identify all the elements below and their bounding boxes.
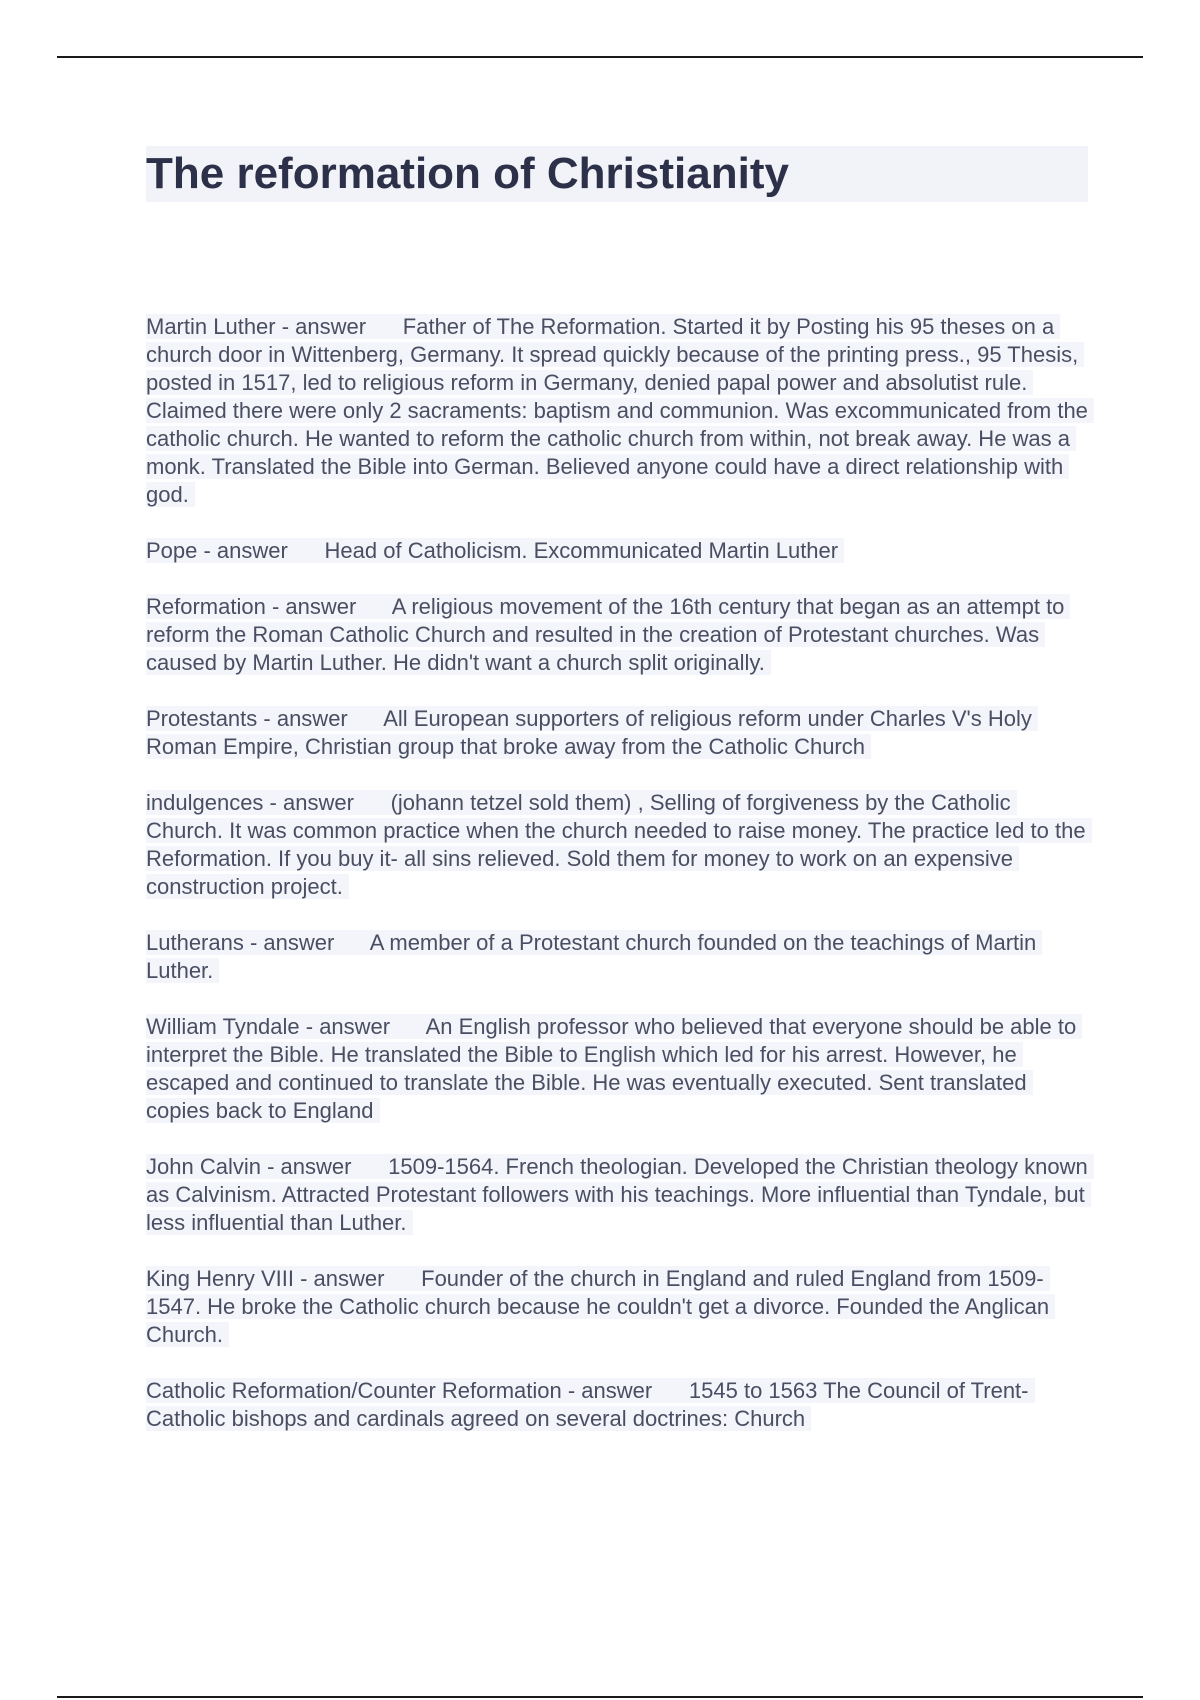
entry-definition: Head of Catholicism. Excommunicated Martin Luther — [324, 538, 839, 563]
entry-term: indulgences - answer — [146, 790, 354, 815]
entry-text — [146, 1266, 1055, 1347]
entry-term: Martin Luther - answer — [146, 314, 367, 339]
entry-definition: 1509-1564. French theologian. Developed the Christian theology known as Calvinism. Attracted Protestant followers with his teachings. More influential than Tyndale, but less influential than Luther. — [146, 1154, 1088, 1235]
entry-text — [146, 1154, 1094, 1235]
entry-text — [146, 1378, 1035, 1431]
entry-text — [146, 790, 1092, 899]
entry-lutherans — [146, 929, 1088, 985]
bottom-rule — [57, 1696, 1143, 1698]
entry-king-henry-viii — [146, 1265, 1088, 1349]
entry-definition: A religious movement of the 16th century that began as an attempt to reform the Roman Catholic Church and resulted in the creation of Protestant churches. Was caused by Martin Luther. He didn't want a church split originally. — [146, 594, 1065, 675]
entry-term: John Calvin - answer — [146, 1154, 352, 1179]
entry-definition: An English professor who believed that everyone should be able to interpret the Bible. He translated the Bible to English which led for his arrest. However, he escaped and continued to translate the Bible. He was eventually executed. Sent translated copies back to England — [146, 1014, 1077, 1123]
entry-protestants — [146, 705, 1088, 761]
entry-martin-luther — [146, 313, 1088, 509]
page-title: The reformation of Christianity — [146, 149, 789, 198]
flashcard-list — [146, 313, 1088, 1461]
entry-text — [146, 594, 1070, 675]
entry-definition: (johann tetzel sold them) , Selling of forgiveness by the Catholic Church. It was common practice when the church needed to raise money. The practice led to the Reformation. If you buy it- all sins relieved. Sold them for money to work on an expensive construction project. — [146, 790, 1086, 899]
entry-text — [146, 1014, 1082, 1123]
entry-indulgences — [146, 789, 1088, 901]
entry-catholic-reformation — [146, 1377, 1088, 1433]
entry-definition: Father of The Reformation. Started it by Posting his 95 theses on a church door in Wittenberg, Germany. It spread quickly because of the printing press., 95 Thesis, posted in 1517, led to religious reform in Germany, denied papal power and absolutist rule. Claimed there were only 2 sacraments: baptism and communion. Was excommunicated from the catholic church. He wanted to reform the catholic church from within, not break away. He was a monk. Translated the Bible into German. Believed anyone could have a direct relationship with god. — [146, 314, 1088, 507]
entry-text — [146, 538, 844, 563]
entry-term: King Henry VIII - answer — [146, 1266, 385, 1291]
top-rule — [57, 56, 1143, 58]
entry-text — [146, 314, 1094, 507]
entry-term: Catholic Reformation/Counter Reformation - answer — [146, 1378, 653, 1403]
entry-text — [146, 706, 1038, 759]
entry-term: Protestants - answer — [146, 706, 348, 731]
entry-definition: All European supporters of religious reform under Charles V's Holy Roman Empire, Christian group that broke away from the Catholic Church — [146, 706, 1032, 759]
entry-term: William Tyndale - answer — [146, 1014, 391, 1039]
entry-definition: 1545 to 1563 The Council of Trent- Catholic bishops and cardinals agreed on several doctrines: Church — [146, 1378, 1029, 1431]
entry-john-calvin — [146, 1153, 1088, 1237]
entry-text — [146, 930, 1042, 983]
entry-pope — [146, 537, 1088, 565]
entry-reformation — [146, 593, 1088, 677]
entry-definition: A member of a Protestant church founded on the teachings of Martin Luther. — [146, 930, 1037, 983]
entry-term: Lutherans - answer — [146, 930, 335, 955]
entry-william-tyndale — [146, 1013, 1088, 1125]
entry-term: Reformation - answer — [146, 594, 357, 619]
entry-term: Pope - answer — [146, 538, 288, 563]
entry-definition: Founder of the church in England and ruled England from 1509-1547. He broke the Catholic church because he couldn't get a divorce. Founded the Anglican Church. — [146, 1266, 1050, 1347]
